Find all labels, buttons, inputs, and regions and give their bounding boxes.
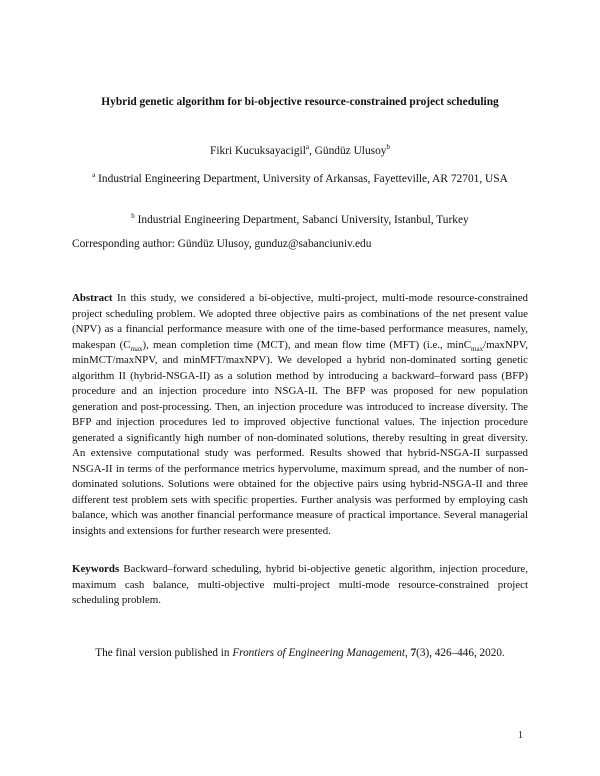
affiliation-mark: b [386, 143, 390, 152]
affiliation-mark: a [305, 143, 309, 152]
affiliation-a [80, 171, 520, 188]
abstract-label: Abstract [72, 292, 113, 304]
keywords-label: Keywords [72, 563, 120, 575]
cmax-subscript: max [130, 344, 143, 353]
abstract-text: /maxNPV, minMCT/maxNPV, and minMFT/maxNPV). We developed a hybrid non-dominated sorting genetic algorithm II (hybrid-NSGA-II) as a solution method by introducing a backward–forward pass (BFP) procedure and an injection procedure into NSGA-II. The BFP was proposed for new population generation and post-processing. Then, an injection procedure was introduced to increase diversity. The BFP and injection procedures led to improved objective functional values. The injection procedure generated a significantly high number of non-dominated solutions, thereby resulting in great diversity. An extensive computational study was performed. Results showed that hybrid-NSGA-II surpassed NSGA-II in terms of the performance metrics hypervolume, maximum spread, and the number of non-dominated solutions. Solutions were obtained for the objective pairs using hybrid-NSGA-II and three different test problem sets with specific properties. Further analysis was performed by employing cash balance, which was another financial performance measure of practical importance. Several managerial insights and extensions for further research were presented. [72, 338, 528, 537]
author-name: Gündüz Ulusoy [314, 145, 387, 157]
final-version-rest: (3), 426–446, 2020. [416, 647, 505, 659]
final-version-sep: , [404, 647, 411, 659]
affiliation-text: Industrial Engineering Department, University of Arkansas, Fayetteville, AR 72701, USA [98, 173, 508, 185]
corresponding-author: Corresponding author: Gündüz Ulusoy, gunduz@sabanciuniv.edu [72, 238, 372, 250]
abstract [72, 291, 528, 539]
author-name: Fikri Kucuksayacigil [210, 145, 306, 157]
paper-title: Hybrid genetic algorithm for bi-objective resource-constrained project scheduling [101, 96, 499, 108]
affiliation-mark: a [92, 171, 96, 180]
journal-name: Frontiers of Engineering Management [232, 647, 405, 659]
keywords [72, 562, 528, 609]
keywords-text: Backward–forward scheduling, hybrid bi-objective genetic algorithm, injection procedure, maximum cash balance, multi-objective multi-project multi-mode resource-constrained project scheduling problem. [72, 563, 528, 606]
final-version-prefix: The final version published in [95, 647, 233, 659]
affiliation-text: Industrial Engineering Department, Sabanci University, Istanbul, Turkey [137, 214, 469, 226]
author-line [0, 145, 600, 157]
author-separator: , [308, 145, 315, 157]
abstract-text: ), mean completion time (MCT), and mean flow time (MFT) (i.e., minC [142, 338, 472, 351]
affiliation-b [80, 212, 520, 229]
page-number: 1 [518, 730, 523, 741]
affiliation-mark: b [131, 212, 135, 221]
final-version-note [0, 647, 600, 659]
cmax-subscript: max [471, 344, 484, 353]
abstract-text: In this study, we considered a bi-objective, multi-project, multi-mode resource-constrained project scheduling problem. We adopted three objective pairs as combinations of the net present value (NPV) as a financial performance measure with one of the time-based performance measures, namely, makespan (C [72, 292, 528, 351]
journal-volume: 7 [410, 647, 417, 659]
